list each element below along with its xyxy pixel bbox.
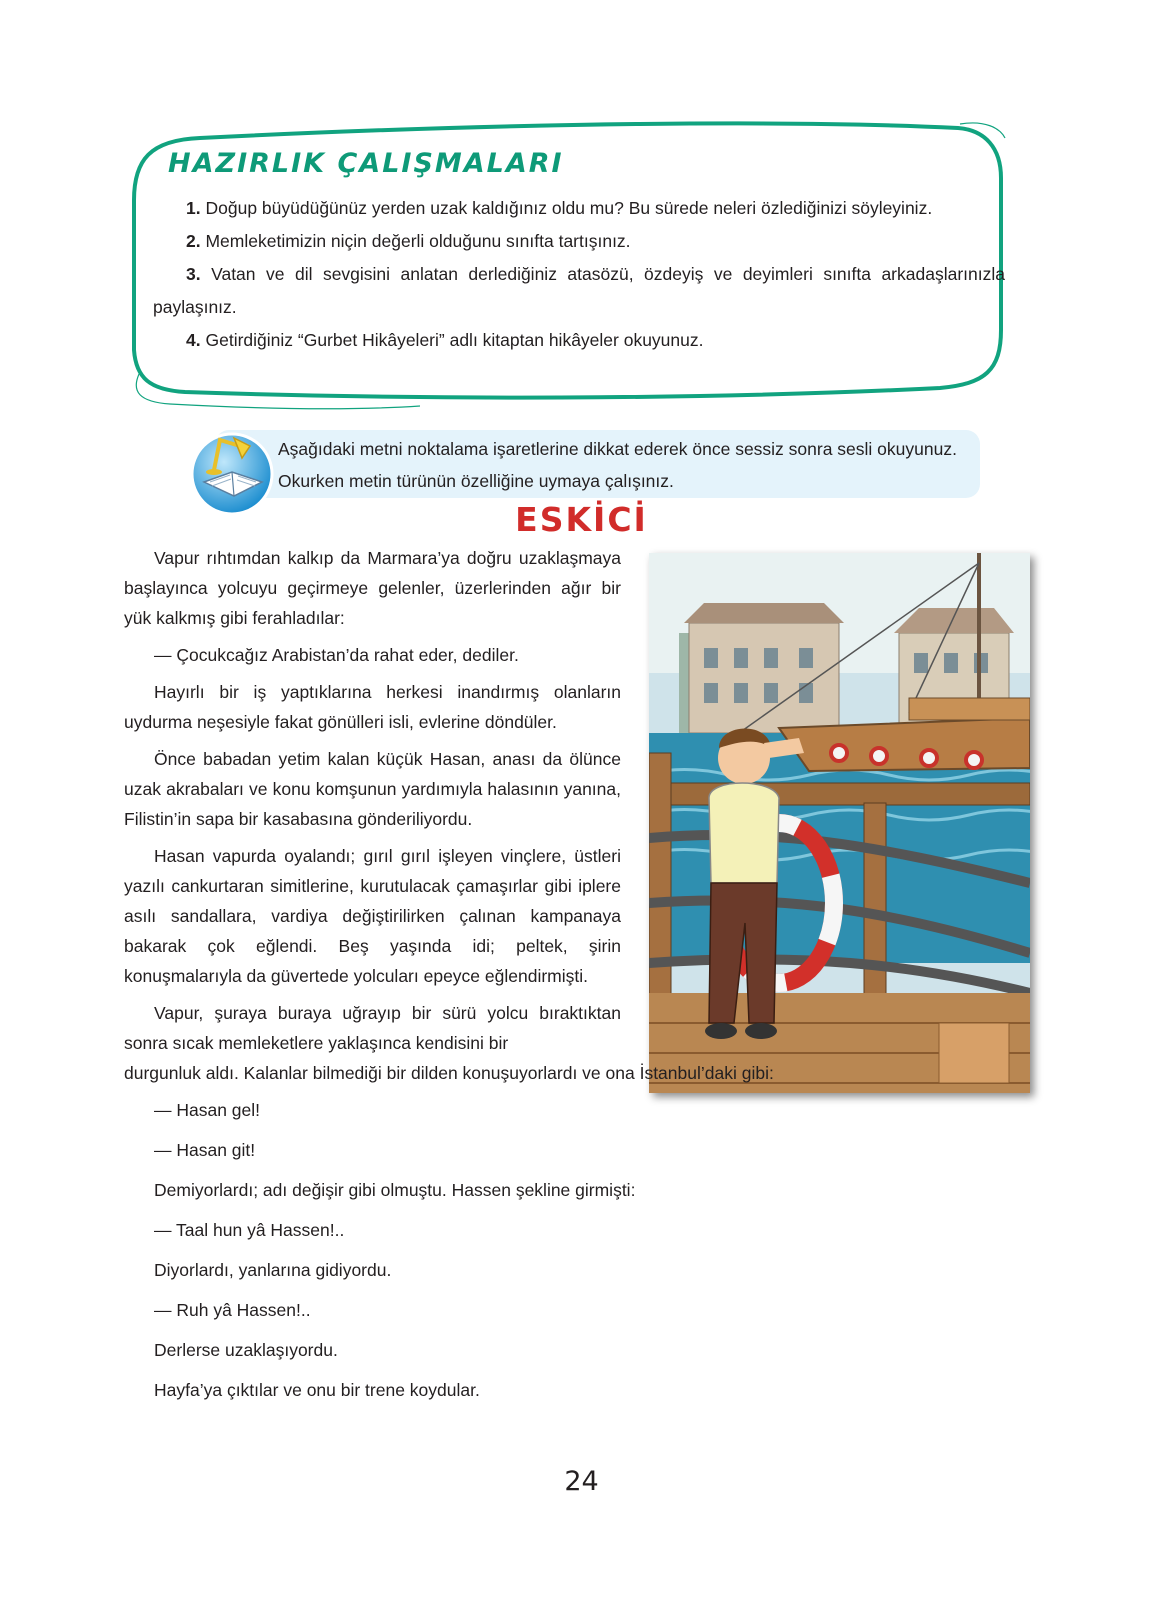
preparation-item (153, 192, 1005, 225)
story-line: — Taal hun yâ Hassen!.. (154, 1220, 345, 1240)
preparation-item (153, 324, 1005, 357)
story-paragraph: Önce babadan yetim kalan küçük Hasan, anası da ölünce uzak akrabaları ve konu komşunun yardımıyla halasının yanına, Filistin’in sapa bir kasabasına gönderiliyordu. (124, 749, 621, 829)
preparation-title: HAZIRLIK ÇALIŞMALARI (168, 148, 564, 179)
story-line: Diyorlardı, yanlarına gidiyordu. (154, 1260, 392, 1280)
story-line: Hayfa’ya çıktılar ve onu bir trene koydular. (154, 1380, 480, 1400)
story-paragraph: Vapur rıhtımdan kalkıp da Marmara’ya doğru uzaklaşmaya başlayınca yolcuyu geçirmeye gelenler, üzerlerinden ağır bir yük kalkmış gibi ferahladılar: (124, 548, 621, 628)
story-paragraph: Hasan vapurda oyalandı; gırıl gırıl işleyen vinçlere, üstleri yazılı cankurtaran simitlerine, kurutulacak çamaşırlar gibi iplere asılı sandallara, vardiya değiştirilirken çalınan kampanaya bakarak çok eğlendi. Beş yaşında idi; peltek, şirin konuşmalarıyla da güvertede yolcuları epeyce eğlendirmişti. (124, 846, 621, 986)
story-line: Demiyorlardı; adı değişir gibi olmuştu. Hassen şekline girmişti: (154, 1180, 636, 1200)
item-number: 4. (186, 330, 201, 350)
page-number: 24 (564, 1466, 599, 1497)
item-text: Memleketimizin niçin değerli olduğunu sınıfta tartışınız. (205, 231, 631, 251)
story-line: — Ruh yâ Hassen!.. (154, 1300, 311, 1320)
story-paragraph: Hayırlı bir iş yaptıklarına herkesi inandırmış olanların uydurma neşesiyle fakat gönülleri isli, evlerine döndüler. (124, 682, 621, 732)
story-text (124, 543, 1013, 1415)
item-text: Doğup büyüdüğünüz yerden uzak kaldığınız oldu mu? Bu sürede neleri özlediğinizi söyleyiniz. (205, 198, 933, 218)
item-number: 1. (186, 198, 201, 218)
story-paragraph: Vapur, şuraya buraya uğrayıp bir sürü yolcu bıraktıktan sonra sıcak memleketlere yaklaşınca kendisini bir (124, 1003, 621, 1053)
preparation-item (153, 225, 1005, 258)
story-line: — Hasan git! (154, 1140, 256, 1160)
preparation-list (153, 192, 1005, 357)
item-text: Vatan ve dil sevgisini anlatan derlediğiniz atasözü, özdeyiş ve deyimleri sınıfta arkadaşlarınızla paylaşınız. (153, 264, 1005, 317)
preparation-item (153, 258, 1005, 324)
item-number: 2. (186, 231, 201, 251)
story-line: — Hasan gel! (154, 1100, 261, 1120)
item-text: Getirdiğiniz “Gurbet Hikâyeleri” adlı kitaptan hikâyeler okuyunuz. (205, 330, 704, 350)
story-line: Derlerse uzaklaşıyordu. (154, 1340, 338, 1360)
story-paragraph: durgunluk aldı. Kalanlar bilmediği bir dilden konuşuyorlardı ve ona İstanbul’daki gibi: (124, 1063, 774, 1083)
story-paragraph: — Çocukcağız Arabistan’da rahat eder, dediler. (154, 645, 519, 665)
reading-note-text: Aşağıdaki metni noktalama işaretlerine dikkat ederek önce sessiz sonra sesli okuyunuz. Okurken metin türünün özelliğine uymaya çalışınız. (278, 439, 957, 491)
story-title: ESKİCİ (515, 500, 648, 539)
item-number: 3. (186, 264, 201, 284)
